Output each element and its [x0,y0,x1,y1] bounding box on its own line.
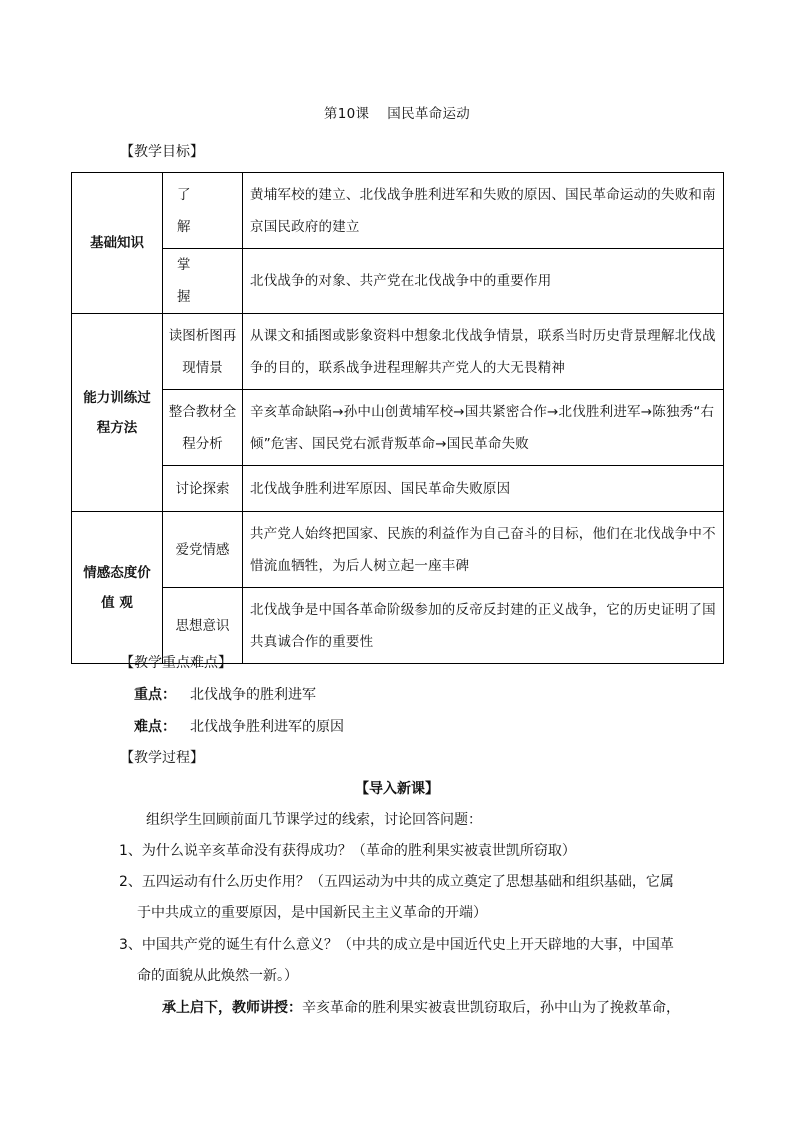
focus-label: 重点： [134,687,176,703]
transition-paragraph [162,997,680,1017]
transition-label: 承上启下，教师讲授： [162,1000,302,1016]
row-description: 北伐战争的对象、共产党在北伐战争中的重要作用 [243,249,724,314]
lesson-title [0,102,794,122]
lesson-number: 第10课 [323,106,370,122]
section-keypoints-heading: 【教学重点难点】 [120,655,232,671]
row-label: 爱党情感 [163,512,243,588]
focus-text: 北伐战争的胜利进军 [190,687,316,703]
table-row [72,314,724,390]
row-label: 讨论探索 [163,466,243,512]
intro-heading: 【导入新课】 [355,781,439,797]
question-1: 1、为什么说辛亥革命没有获得成功？（革命的胜利果实被袁世凯所窃取） [119,843,576,859]
question-3-line-2: 命的面貌从此焕然一新。） [137,968,298,984]
row-label: 读图析图再现情景 [163,314,243,390]
table-row [72,512,724,588]
section-process-heading: 【教学过程】 [120,750,204,766]
question-2-line-1: 2、五四运动有什么历史作用？（五四运动为中共的成立奠定了思想基础和组织基础，它属 [119,874,674,890]
category-emotion-values: 情感态度价值 观 [72,512,163,664]
row-label: 了 解 [163,173,243,249]
question-2-line-2: 于中共成立的重要原因，是中国新民主主义革命的开端） [137,905,487,921]
section-goals-heading: 【教学目标】 [120,144,204,160]
row-description: 共产党人始终把国家、民族的利益作为自己奋斗的目标，他们在北伐战争中不惜流血牺牲，为后人树立起一座丰碑 [243,512,724,588]
difficulty-label: 难点： [134,719,176,735]
intro-text: 组织学生回顾前面几节课学过的线索，讨论回答问题： [146,812,482,828]
row-label: 整合教材全程分析 [163,390,243,466]
category-basic-knowledge: 基础知识 [72,173,163,314]
row-label: 掌 握 [163,249,243,314]
table-row [72,390,724,466]
row-description: 北伐战争胜利进军原因、国民革命失败原因 [243,466,724,512]
difficulty-text: 北伐战争胜利进军的原因 [190,719,344,735]
table-row [72,466,724,512]
row-description: 从课文和插图或影象资料中想象北伐战争情景，联系当时历史背景理解北伐战争的目的，联系战争进程理解共产党人的大无畏精神 [243,314,724,390]
row-description: 北伐战争是中国各革命阶级参加的反帝反封建的正义战争，它的历史证明了国共真诚合作的重要性 [243,588,724,664]
focus-point [134,684,316,704]
table-row [72,249,724,314]
table-row [72,173,724,249]
transition-text: 辛亥革命的胜利果实被袁世凯窃取后，孙中山为了挽救革命， [302,1000,680,1016]
difficulty-point [134,716,344,736]
teaching-goals-table [71,172,724,664]
row-description: 黄埔军校的建立、北伐战争胜利进军和失败的原因、国民革命运动的失败和南京国民政府的建立 [243,173,724,249]
category-ability-training: 能力训练过程方法 [72,314,163,512]
question-3-line-1: 3、中国共产党的诞生有什么意义？（中共的成立是中国近代史上开天辟地的大事，中国革 [119,937,674,953]
row-description: 辛亥革命缺陷→孙中山创黄埔军校→国共紧密合作→北伐胜利进军→陈独秀“右倾”危害、国民党右派背叛革命→国民革命失败 [243,390,724,466]
row-label: 思想意识 [163,588,243,664]
lesson-name: 国民革命运动 [387,106,471,122]
